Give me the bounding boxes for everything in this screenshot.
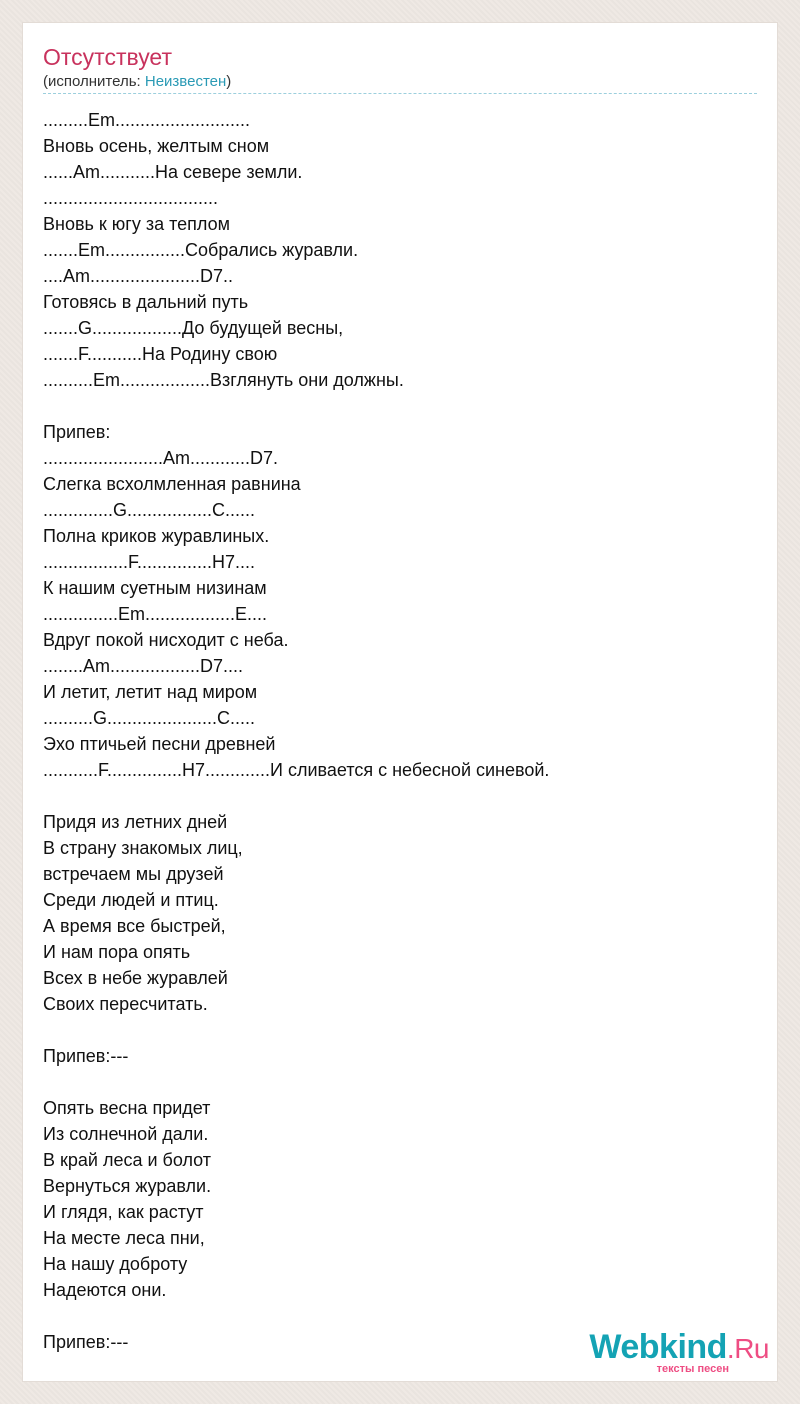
lyric-line: Вернуться журавли. [43,1176,212,1196]
lyric-line: ........................Am............D7. [43,448,279,468]
lyric-line: На месте леса пни, [43,1228,205,1248]
lyric-line: Эхо птичьей песни древней [43,734,276,754]
lyric-line: Припев: [43,422,111,442]
artist-link[interactable]: Неизвестен [144,73,227,90]
lyric-line: .........Em........................... [43,110,251,130]
logo-wordmark [589,1329,769,1367]
lyric-line: ..............G.................C...... [43,500,256,520]
logo-tagline: тексты песен [656,1363,729,1375]
lyric-line: Всех в небе журавлей [43,968,228,988]
lyric-line: В страну знакомых лиц, [43,838,243,858]
lyric-line: Припев:--- [43,1332,129,1352]
lyric-line: Вновь к югу за теплом [43,214,230,234]
performer-suffix: ) [226,73,232,90]
lyric-line: Своих пересчитать. [43,994,208,1014]
lyric-line: ................................... [43,188,219,208]
lyric-line: ...............Em..................E.... [43,604,268,624]
lyric-line: И нам пора опять [43,942,191,962]
lyric-line: .......Em................Собрались журавли. [43,240,359,260]
lyric-line: встречаем мы друзей [43,864,224,884]
lyric-line: На нашу доброту [43,1254,188,1274]
logo-tld: .Ru [726,1333,769,1364]
lyric-line: Вновь осень, желтым сном [43,136,270,156]
lyric-line: К нашим суетным низинам [43,578,267,598]
webkind-logo[interactable] [589,1329,769,1375]
lyric-line: Среди людей и птиц. [43,890,219,910]
lyric-line: Слегка всхолмленная равнина [43,474,301,494]
lyric-line: ...........F...............H7.............И сливается с небесной синевой. [43,760,550,780]
dashed-divider [43,93,757,94]
logo-name: Webkind [589,1328,727,1366]
lyric-line: .......G..................До будущей весны, [43,318,344,338]
lyric-line: Из солнечной дали. [43,1124,209,1144]
lyric-line: Припев:--- [43,1046,129,1066]
song-title: Отсутствует [43,44,172,70]
lyric-line: .......F...........На Родину свою [43,344,278,364]
lyric-line: ....Am......................D7.. [43,266,234,286]
lyric-line: Придя из летних дней [43,812,228,832]
lyric-line: Готовясь в дальний путь [43,292,249,312]
lyric-line: ..........Em..................Взглянуть они должны. [43,370,404,390]
lyric-line: В край леса и болот [43,1150,212,1170]
lyric-line: Надеются они. [43,1280,167,1300]
lyric-line: ..........G......................C..... [43,708,256,728]
lyric-line: ........Am..................D7.... [43,656,244,676]
lyric-line: И летит, летит над миром [43,682,258,702]
performer-prefix: (исполнитель: [43,73,145,90]
lyric-line: Полна криков журавлиных. [43,526,270,546]
lyric-line: Опять весна придет [43,1098,211,1118]
lyrics-text [43,107,549,1355]
lyric-line: ......Am...........На севере земли. [43,162,303,182]
lyric-line: Вдруг покой нисходит с неба. [43,630,289,650]
performer-line [43,73,231,91]
lyric-line: А время все быстрей, [43,916,226,936]
lyric-line: И глядя, как растут [43,1202,204,1222]
lyric-line: .................F...............H7.... [43,552,256,572]
lyrics-card [22,22,778,1382]
